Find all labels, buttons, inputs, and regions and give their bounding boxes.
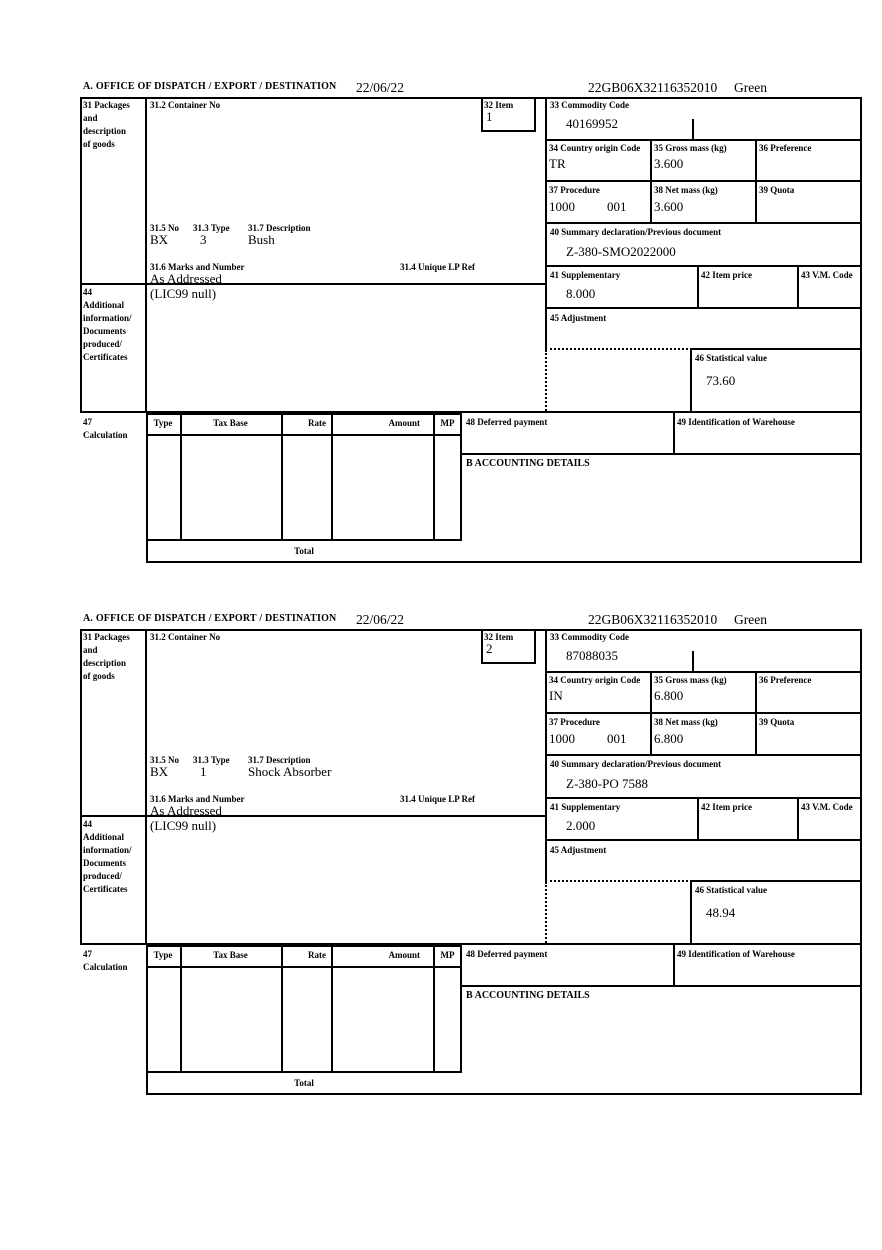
quota-label: 39 Quota <box>759 717 795 727</box>
packages-type-label: 31.3 Type <box>193 223 230 233</box>
item-price-label: 42 Item price <box>701 802 752 812</box>
supplementary-units-value: 2.000 <box>566 818 596 833</box>
col-header-amount: Amount <box>388 950 420 960</box>
office-of-dispatch-label: A. OFFICE OF DISPATCH / EXPORT / DESTINATION <box>83 613 337 624</box>
box44-label: Documents <box>83 326 126 336</box>
calculation-label: Calculation <box>83 962 128 972</box>
grid-line <box>281 413 283 541</box>
description-label: 31.7 Description <box>248 223 311 233</box>
commodity-code-value: 40169952 <box>566 116 618 131</box>
adjustment-label: 45 Adjustment <box>550 845 607 855</box>
goods-description-value: Bush <box>248 232 275 247</box>
box31-label: 31 Packages <box>83 100 130 110</box>
box31-label: description <box>83 126 127 136</box>
supplementary-units-value: 8.000 <box>566 286 596 301</box>
previous-document-label: 40 Summary declaration/Previous document <box>550 759 722 769</box>
procedure-extra-value: 001 <box>607 731 627 746</box>
country-origin-label: 34 Country origin Code <box>549 675 641 685</box>
marks-number-label: 31.6 Marks and Number <box>150 262 245 272</box>
additional-info-value: (LIC99 null) <box>150 818 217 833</box>
box44-label: 44 <box>83 819 92 829</box>
supplementary-label: 41 Supplementary <box>550 802 621 812</box>
grid-line <box>331 413 333 541</box>
grid-line <box>146 966 462 968</box>
col-header-rate: Rate <box>308 418 326 428</box>
box31-label: and <box>83 645 98 655</box>
col-header-mp: MP <box>440 950 455 960</box>
grid-line <box>755 673 757 754</box>
vm-code-label: 43 V.M. Code <box>801 270 853 280</box>
deferred-payment-label: 48 Deferred payment <box>466 949 548 959</box>
statistical-value: 48.94 <box>706 905 736 920</box>
commodity-code-label: 33 Commodity Code <box>550 100 629 110</box>
box31-label: and <box>83 113 98 123</box>
declaration-date: 22/06/22 <box>356 80 405 95</box>
box44-label: information/ <box>83 845 132 855</box>
accounting-details-label: B ACCOUNTING DETAILS <box>466 990 590 1001</box>
gross-mass-label: 35 Gross mass (kg) <box>654 675 727 685</box>
grid-line <box>545 839 862 841</box>
marks-number-value: As Addressed <box>150 803 222 818</box>
col-header-tax-base: Tax Base <box>213 950 248 960</box>
additional-info-value: (LIC99 null) <box>150 286 217 301</box>
grid-line <box>462 985 862 987</box>
quota-label: 39 Quota <box>759 185 795 195</box>
packages-no-value: BX <box>150 232 169 247</box>
calculation-label: 47 <box>83 949 92 959</box>
box44-label: Additional <box>83 300 125 310</box>
grid-line <box>797 267 799 307</box>
net-mass-value: 3.600 <box>654 199 684 214</box>
packages-no-value: BX <box>150 764 169 779</box>
grid-line <box>281 945 283 1073</box>
grid-line <box>673 413 675 453</box>
grid-line <box>145 97 147 413</box>
dotted-line <box>545 348 692 350</box>
grid-line <box>545 797 862 799</box>
item-label: 32 Item <box>484 100 514 110</box>
grid-line <box>673 945 675 985</box>
col-header-rate: Rate <box>308 950 326 960</box>
grid-line <box>697 799 699 839</box>
grid-line <box>545 180 862 182</box>
grid-line <box>545 139 862 141</box>
grid-line <box>545 222 862 224</box>
col-header-type: Type <box>153 950 173 960</box>
calculation-label: Calculation <box>83 430 128 440</box>
col-header-mp: MP <box>440 418 455 428</box>
procedure-extra-value: 001 <box>607 199 627 214</box>
box44-label: Certificates <box>83 884 128 894</box>
deferred-payment-label: 48 Deferred payment <box>466 417 548 427</box>
calculation-table <box>146 945 462 1073</box>
total-label: Total <box>294 546 314 556</box>
accounting-details-label: B ACCOUNTING DETAILS <box>466 458 590 469</box>
previous-document-value: Z-380-SMO2022000 <box>566 244 676 259</box>
grid-line <box>545 754 862 756</box>
item-number-value: 2 <box>486 641 493 656</box>
packages-no-label: 31.5 No <box>150 755 179 765</box>
container-no-label: 31.2 Container No <box>150 100 221 110</box>
declaration-date: 22/06/22 <box>356 612 405 627</box>
unique-lp-ref-label: 31.4 Unique LP Ref <box>400 794 476 804</box>
box44-label: produced/ <box>83 339 122 349</box>
routing-indicator: Green <box>734 612 767 627</box>
description-label: 31.7 Description <box>248 755 311 765</box>
grid-line <box>545 307 862 309</box>
country-origin-label: 34 Country origin Code <box>549 143 641 153</box>
movement-reference-number: 22GB06X32116352010 <box>588 80 718 95</box>
country-origin-value: IN <box>549 688 563 703</box>
declaration-item-section-2 <box>80 612 864 1096</box>
grid-line <box>860 945 862 1095</box>
packages-no-label: 31.5 No <box>150 223 179 233</box>
commodity-code-label: 33 Commodity Code <box>550 632 629 642</box>
commodity-code-value: 87088035 <box>566 648 618 663</box>
box44-label: Documents <box>83 858 126 868</box>
procedure-value: 1000 <box>549 731 575 746</box>
box31-label: of goods <box>83 139 115 149</box>
supplementary-label: 41 Supplementary <box>550 270 621 280</box>
box31-label: description <box>83 658 127 668</box>
marks-number-value: As Addressed <box>150 271 222 286</box>
commodity-code-tick <box>692 651 694 672</box>
procedure-label: 37 Procedure <box>549 185 600 195</box>
previous-document-value: Z-380-PO 7588 <box>566 776 648 791</box>
procedure-value: 1000 <box>549 199 575 214</box>
dotted-line <box>545 880 692 882</box>
col-header-tax-base: Tax Base <box>213 418 248 428</box>
packages-type-value: 1 <box>200 764 207 779</box>
grid-line <box>180 945 182 1073</box>
previous-document-label: 40 Summary declaration/Previous document <box>550 227 722 237</box>
box44-label: 44 <box>83 287 92 297</box>
grid-line <box>755 141 757 222</box>
grid-line <box>697 267 699 307</box>
item-price-label: 42 Item price <box>701 270 752 280</box>
container-no-label: 31.2 Container No <box>150 632 221 642</box>
dotted-line <box>545 350 547 411</box>
grid-line <box>650 141 652 222</box>
grid-line <box>462 453 862 455</box>
grid-line <box>860 413 862 563</box>
box44-label: Additional <box>83 832 125 842</box>
box31-label: 31 Packages <box>83 632 130 642</box>
dotted-line <box>545 882 547 943</box>
calculation-label: 47 <box>83 417 92 427</box>
gross-mass-label: 35 Gross mass (kg) <box>654 143 727 153</box>
vm-code-label: 43 V.M. Code <box>801 802 853 812</box>
grid-line <box>545 265 862 267</box>
box31-label: of goods <box>83 671 115 681</box>
goods-description-value: Shock Absorber <box>248 764 332 779</box>
grid-line <box>545 712 862 714</box>
col-header-type: Type <box>153 418 173 428</box>
packages-type-label: 31.3 Type <box>193 755 230 765</box>
box44-label: Certificates <box>83 352 128 362</box>
unique-lp-ref-label: 31.4 Unique LP Ref <box>400 262 476 272</box>
movement-reference-number: 22GB06X32116352010 <box>588 612 718 627</box>
routing-indicator: Green <box>734 80 767 95</box>
office-of-dispatch-label: A. OFFICE OF DISPATCH / EXPORT / DESTINATION <box>83 81 337 92</box>
net-mass-label: 38 Net mass (kg) <box>654 717 718 727</box>
calculation-table <box>146 413 462 541</box>
statistical-value-label: 46 Statistical value <box>695 885 767 895</box>
marks-number-label: 31.6 Marks and Number <box>150 794 245 804</box>
item-number-value: 1 <box>486 109 493 124</box>
procedure-label: 37 Procedure <box>549 717 600 727</box>
gross-mass-value: 6.800 <box>654 688 684 703</box>
grid-line <box>545 671 862 673</box>
statistical-value: 73.60 <box>706 373 736 388</box>
preference-label: 36 Preference <box>759 143 812 153</box>
preference-label: 36 Preference <box>759 675 812 685</box>
total-label: Total <box>294 1078 314 1088</box>
box44-label: information/ <box>83 313 132 323</box>
grid-line <box>145 629 147 945</box>
grid-line <box>433 413 435 541</box>
grid-line <box>797 799 799 839</box>
net-mass-value: 6.800 <box>654 731 684 746</box>
country-origin-value: TR <box>549 156 566 171</box>
declaration-item-section-1 <box>80 80 864 564</box>
net-mass-label: 38 Net mass (kg) <box>654 185 718 195</box>
statistical-value-label: 46 Statistical value <box>695 353 767 363</box>
item-label: 32 Item <box>484 632 514 642</box>
grid-line <box>146 434 462 436</box>
packages-type-value: 3 <box>200 232 207 247</box>
warehouse-id-label: 49 Identification of Warehouse <box>677 417 795 427</box>
grid-line <box>433 945 435 1073</box>
grid-line <box>650 673 652 754</box>
col-header-amount: Amount <box>388 418 420 428</box>
warehouse-id-label: 49 Identification of Warehouse <box>677 949 795 959</box>
grid-line <box>331 945 333 1073</box>
gross-mass-value: 3.600 <box>654 156 684 171</box>
box44-label: produced/ <box>83 871 122 881</box>
grid-line <box>180 413 182 541</box>
commodity-code-tick <box>692 119 694 140</box>
adjustment-label: 45 Adjustment <box>550 313 607 323</box>
